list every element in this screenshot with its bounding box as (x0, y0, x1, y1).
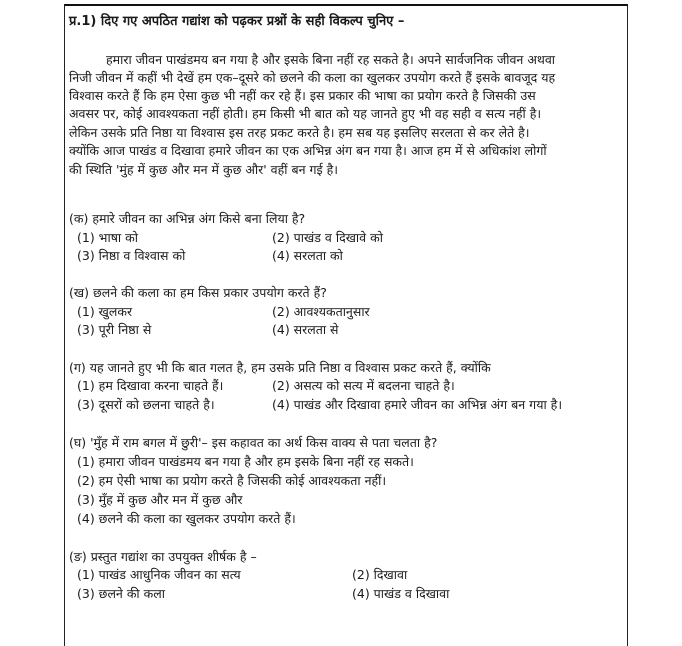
option: (1) खुलकर (77, 304, 133, 319)
question-text: (घ) 'मुँह में राम बगल में छुरी'– इस कहावत का अर्थ किस वाक्य से पता चलता है? (69, 435, 438, 450)
passage-line: हमारा जीवन पाखंडमय बन गया है और इसके बिना नहीं रह सकते है। अपने सार्वजनिक जीवन अथवा (106, 52, 556, 67)
option: (3) दूसरों को छलना चाहते है। (77, 397, 215, 412)
question-text: (ख) छलने की कला का हम किस प्रकार उपयोग करते हैं? (69, 285, 327, 300)
option: (2) पाखंड व दिखावे को (272, 230, 383, 245)
option: (4) छलने की कला का खुलकर उपयोग करते हैं। (77, 511, 296, 526)
passage-line: की स्थिति 'मुंह में कुछ और मन में कुछ और' वहीं बन गई है। (69, 162, 339, 177)
option: (1) हम दिखावा करना चाहते हैं। (77, 378, 224, 393)
option: (1) हमारा जीवन पाखंडमय बन गया है और हम इसके बिना नहीं रह सकते। (77, 454, 414, 469)
passage-line: विश्वास करते हैं कि हम ऐसा कुछ भी नहीं कर रहे हैं। इस प्रकार की भाषा का प्रयोग करते है जिसकी उस (69, 88, 536, 103)
option: (4) पाखंड व दिखावा (352, 586, 450, 601)
option: (4) पाखंड और दिखावा हमारे जीवन का अभिन्न अंग बन गया है। (272, 397, 563, 412)
question-text: (क) हमारे जीवन का अभिन्न अंग किसे बना लिया है? (69, 211, 306, 226)
passage-line: निजी जीवन में कहीं भी देखें हम एक–दूसरे को छलने की कला का खुलकर उपयोग करते हैं इसके बावजूद यह (69, 70, 556, 85)
option: (2) असत्य को सत्य में बदलना चाहते है। (272, 378, 455, 393)
passage-line: क्योंकि आज पाखंड व दिखावा हमारे जीवन का एक अभिन्न अंग बन गया है। आज हम में से अधिकांश लोगों (69, 143, 547, 158)
option: (1) पाखंड आधुनिक जीवन का सत्य (77, 567, 241, 582)
option: (2) आवश्यकतानुसार (272, 304, 370, 319)
option: (3) निष्ठा व विश्वास को (77, 248, 186, 263)
option: (4) सरलता से (272, 322, 339, 337)
option: (3) पूरी निष्ठा से (77, 322, 152, 337)
option: (3) छलने की कला (77, 586, 165, 601)
question-text: (ग) यह जानते हुए भी कि बात गलत है, हम उसके प्रति निष्ठा व विश्वास प्रकट करते हैं, क्योंकि (69, 360, 491, 375)
option: (1) भाषा को (77, 230, 138, 245)
option: (2) हम ऐसी भाषा का प्रयोग करते है जिसकी कोई आवश्यकता नहीं। (77, 473, 387, 488)
question-title: प्र.1) दिए गए अपठित गद्यांश को पढ़कर प्रश्नों के सही विकल्प चुनिए – (69, 14, 405, 29)
passage-line: अवसर पर, कोई आवश्यकता नहीं होती। हम किसी भी बात को यह जानते हुए भी वह सही व सत्य नहीं है। (69, 106, 542, 121)
question-text: (ङ) प्रस्तुत गद्यांश का उपयुक्त शीर्षक है – (69, 549, 257, 564)
option: (4) सरलता को (272, 248, 343, 263)
option: (2) दिखावा (352, 567, 408, 582)
passage-line: लेकिन उसके प्रति निष्ठा या विश्वास इस तरह प्रकट करते है। हम सब यह इसलिए सरलता से कर लेते है। (69, 125, 530, 140)
option: (3) मुँह में कुछ और मन में कुछ और (77, 492, 243, 507)
